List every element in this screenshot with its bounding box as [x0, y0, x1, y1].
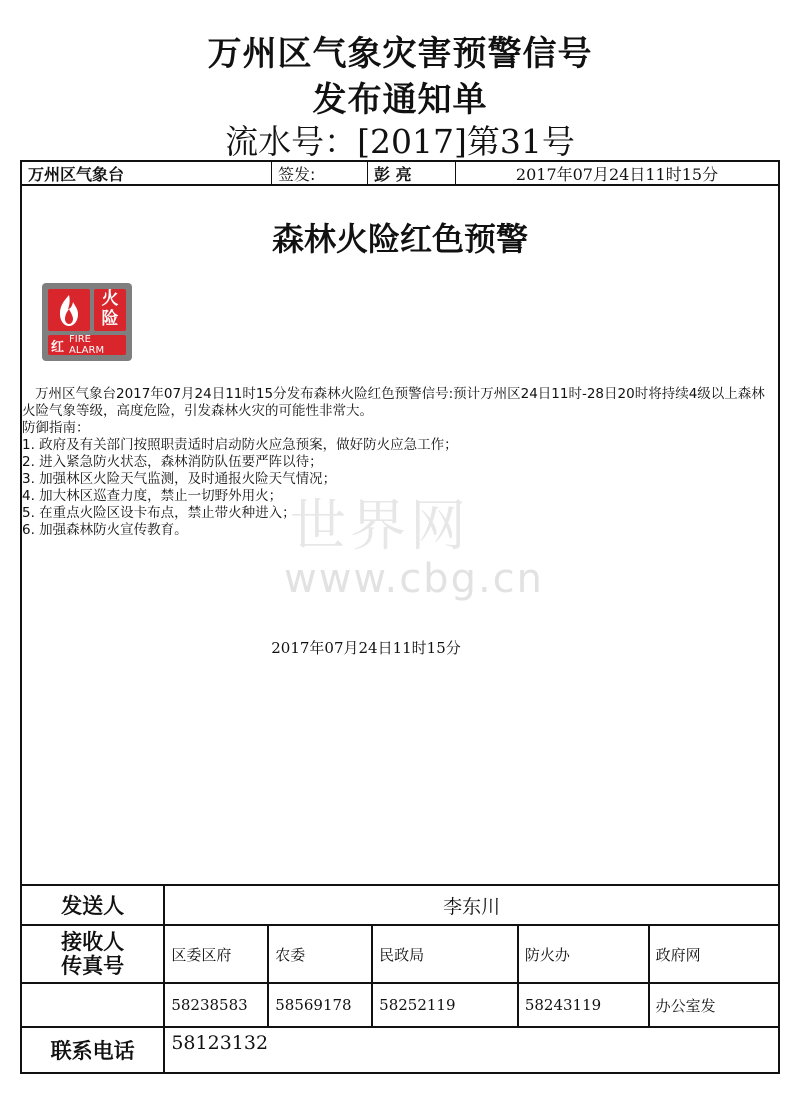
warning-content — [22, 386, 774, 539]
empty-cell — [21, 983, 164, 1027]
info-row — [20, 160, 780, 186]
signal-level: 红 — [51, 339, 65, 355]
warning-paragraph: 万州区气象台2017年07月24日11时15分发布森林火险红色预警信号:预计万州区24日11时-28日20时将持续4级以上森林火险气象等级，高度危险，引发森林火灾的可能性非常大。 — [22, 386, 765, 419]
fax-cell: 58243119 — [518, 983, 649, 1027]
fax-cell: 58238583 — [164, 983, 268, 1027]
receiver-cell: 民政局 — [372, 925, 518, 983]
serial-number: 流水号：[2017]第31号 — [225, 122, 575, 161]
receiver-cell: 政府网 — [649, 925, 779, 983]
issuer: 万州区气象台 — [22, 162, 272, 184]
guide-item: 5. 在重点火险区设卡布点，禁止带火种进入； — [22, 505, 296, 521]
receiver-cell: 防火办 — [518, 925, 649, 983]
doc-subtitle: 发布通知单 — [312, 80, 488, 120]
receiver-label-1: 接收人 — [61, 930, 125, 954]
receiver-label-2: 传真号 — [61, 954, 125, 978]
guide-item: 6. 加强森林防火宣传教育。 — [22, 522, 188, 538]
signer: 彭 亮 — [368, 162, 456, 184]
sender-name: 李东川 — [164, 885, 779, 925]
fire-alarm-red-icon — [42, 283, 132, 361]
issue-datetime: 2017年07月24日11时15分 — [515, 164, 719, 184]
guide-item: 2. 进入紧急防火状态，森林消防队伍要严阵以待； — [22, 454, 323, 470]
watermark-url: www.cbg.cn — [284, 556, 545, 602]
receiver-cell: 农委 — [268, 925, 372, 983]
signal-caption: FIRE ALARM — [69, 334, 105, 356]
distribution-table — [20, 884, 780, 1074]
watermark-logo: 世界网 — [290, 494, 470, 559]
signal-side-text: 火险 — [94, 289, 126, 331]
guide-item: 3. 加强林区火险天气监测，及时通报火险天气情况； — [22, 471, 337, 487]
fax-cell: 办公室发 — [649, 983, 779, 1027]
receiver-label — [21, 925, 164, 983]
signal-label — [48, 335, 126, 355]
sign-label: 签发: — [272, 162, 368, 184]
fax-cell: 58252119 — [372, 983, 518, 1027]
warning-title: 森林火险红色预警 — [271, 220, 528, 258]
guide-heading: 防御指南： — [22, 420, 90, 436]
flame-icon — [48, 289, 90, 331]
contact-label: 联系电话 — [21, 1027, 164, 1073]
guide-item: 4. 加大林区巡查力度，禁止一切野外用火； — [22, 488, 283, 504]
sender-label: 发送人 — [21, 885, 164, 925]
receiver-cell: 区委区府 — [164, 925, 268, 983]
fax-cell: 58569178 — [268, 983, 372, 1027]
guide-item: 1. 政府及有关部门按照职责适时启动防火应急预案，做好防火应急工作； — [22, 437, 458, 453]
doc-title: 万州区气象灾害预警信号 — [207, 34, 593, 74]
contact-phone: 58123132 — [164, 1027, 779, 1073]
footer-date: 2017年07月24日11时15分 — [271, 639, 461, 657]
